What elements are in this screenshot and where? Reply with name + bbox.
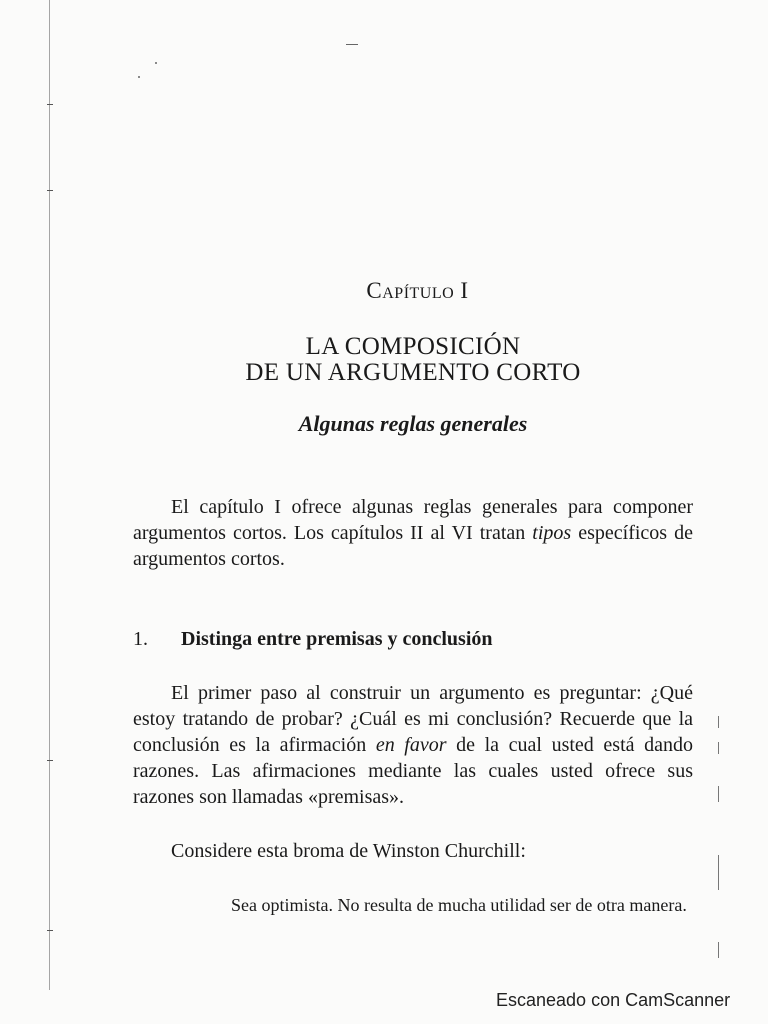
edge-mark [47,104,53,105]
intro-emphasis: tipos [532,522,572,544]
para1-emphasis: en favor [375,734,447,756]
edge-mark [47,190,53,191]
chapter-title-line-2: DE UN ARGUMENTO CORTO [245,359,581,386]
scan-speck [155,62,157,64]
scan-mark [718,942,719,958]
edge-mark [47,930,53,931]
quote-text: Sea optimista. No resulta de mucha utilidad ser de otra manera. [231,895,687,915]
churchill-quote [193,892,693,918]
section-title: Distinga entre premisas y conclusión [181,628,493,650]
section-heading [133,628,493,651]
scan-mark [718,855,719,890]
edge-mark [47,760,53,761]
section-paragraph-2: Considere esta broma de Winston Churchill: [171,840,526,862]
scan-mark [718,716,719,728]
intro-text-after: específicos de argumentos cortos. [133,522,693,570]
section-paragraph-1 [133,680,693,810]
section-number: 1. [133,628,148,650]
scan-speck [346,44,358,45]
camscanner-watermark: Escaneado con CamScanner [496,990,731,1010]
para1-text-after: de la cual usted está dando razones. Las afirmaciones mediante las cuales usted ofrece sus razones son llamadas «premisas». [133,734,694,808]
page-edge-line [49,0,50,990]
scan-mark [718,786,719,802]
chapter-title-line-1: LA COMPOSICIÓN [305,333,521,360]
intro-paragraph [133,494,693,572]
para1-text-before: El primer paso al construir un argumento es preguntar: ¿Qué estoy tratando de probar? ¿Cuál es mi conclusión? Recuerde que la conclusión es la afirmación [133,682,693,756]
chapter-subtitle: Algunas reglas generales [298,411,528,436]
scan-speck [138,76,140,78]
intro-text-before: El capítulo I ofrece algunas reglas generales para componer argumentos cortos. Los capítulos II al VI tratan [133,496,693,544]
scan-mark [718,742,719,754]
chapter-label: Capítulo I [366,278,469,303]
